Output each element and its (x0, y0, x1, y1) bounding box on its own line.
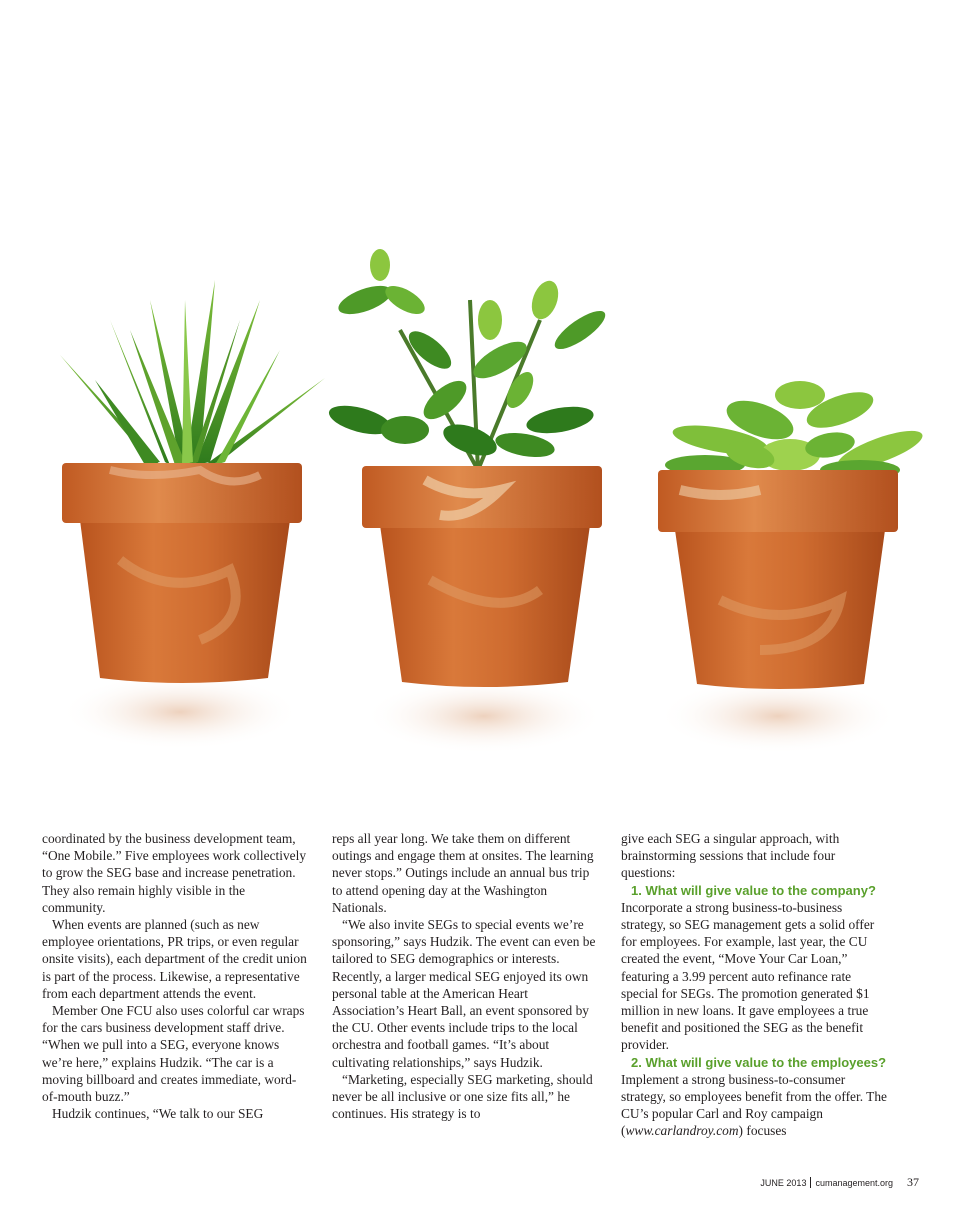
page-footer (760, 1175, 919, 1190)
aloe-plant (60, 280, 325, 465)
body-paragraph: Member One FCU also uses colorful car wraps for the cars business development staff drive. “When we pull into a SEG, everyone knows we’re here,” explains Hudzik. “The car is a moving billboard and creates immediate, word-of-mouth buzz.” (42, 1003, 305, 1105)
question-1-heading (621, 882, 889, 899)
article-column-1 (42, 830, 310, 1122)
site-name: cumanagement.org (815, 1177, 893, 1188)
clay-pot-1 (62, 463, 302, 683)
question-2-body: Implement a strong business-to-consumer strategy, so employees benefit from the offer. The CU’s popular Carl and Roy campaign ( (621, 1071, 887, 1139)
question-heading: 2. What will give value to the employees? (631, 1054, 887, 1070)
issue-date: JUNE 2013 (760, 1177, 807, 1188)
body-paragraph: reps all year long. We take them on different outings and engage them at onsites. The learning never stops.” Outings include an annual bus trip to attend opening day at the Washington Nationals. (332, 831, 594, 915)
question-2-paragraph (621, 1054, 889, 1140)
footer-divider (810, 1177, 811, 1188)
clay-pot-3 (658, 470, 898, 689)
question-heading: 1. What will give value to the company? (631, 882, 876, 898)
body-paragraph: coordinated by the business development team, “One Mobile.” Five employees work collectively to grow the SEG base and increase penetration. They also remain highly visible in the community. (42, 831, 307, 915)
body-paragraph: “We also invite SEGs to special events we’re sponsoring,” says Hudzik. The event can even be tailored to SEG demographics or interests. Recently, a larger medical SEG enjoyed its own personal table at the American Heart Association’s Heart Ball, an event sponsored by the CU. Other events include trips to the local orchestra and football games. “It’s about cultivating relationships,” says Hudzik. (332, 917, 596, 1070)
question-1-body: Incorporate a strong business-to-business strategy, so SEG management gets a solid offer for employees. For example, last year, the CU created the event, “Move Your Car Loan,” featuring a 3.99 percent auto refinance rate special for SEGs. The promotion generated $1 million in new loans. It gave employees a true benefit and positioned the SEG as the benefit provider. (621, 899, 875, 1053)
body-paragraph: give each SEG a singular approach, with brainstorming sessions that include four questions: (621, 831, 840, 881)
campaign-url: www.carlandroy.com (625, 1123, 739, 1139)
article-column-2 (332, 830, 600, 1122)
article-column-3 (621, 830, 889, 1140)
page-number: 37 (907, 1175, 919, 1189)
question-2-body-end: ) focuses (738, 1123, 787, 1139)
body-paragraph: Hudzik continues, “We talk to our SEG (52, 1106, 264, 1122)
rosette-succulent (665, 381, 926, 480)
body-paragraph: “Marketing, especially SEG marketing, should never be all inclusive or one size fits all,” he continues. His strategy is to (332, 1071, 593, 1122)
clay-pot-2 (362, 466, 602, 687)
body-paragraph: When events are planned (such as new employee orientations, PR trips, or even regular onsite visits), each department of the credit union is part of the process. Likewise, a representative from each department attends the event. (42, 917, 307, 1001)
jade-plant (326, 249, 610, 470)
